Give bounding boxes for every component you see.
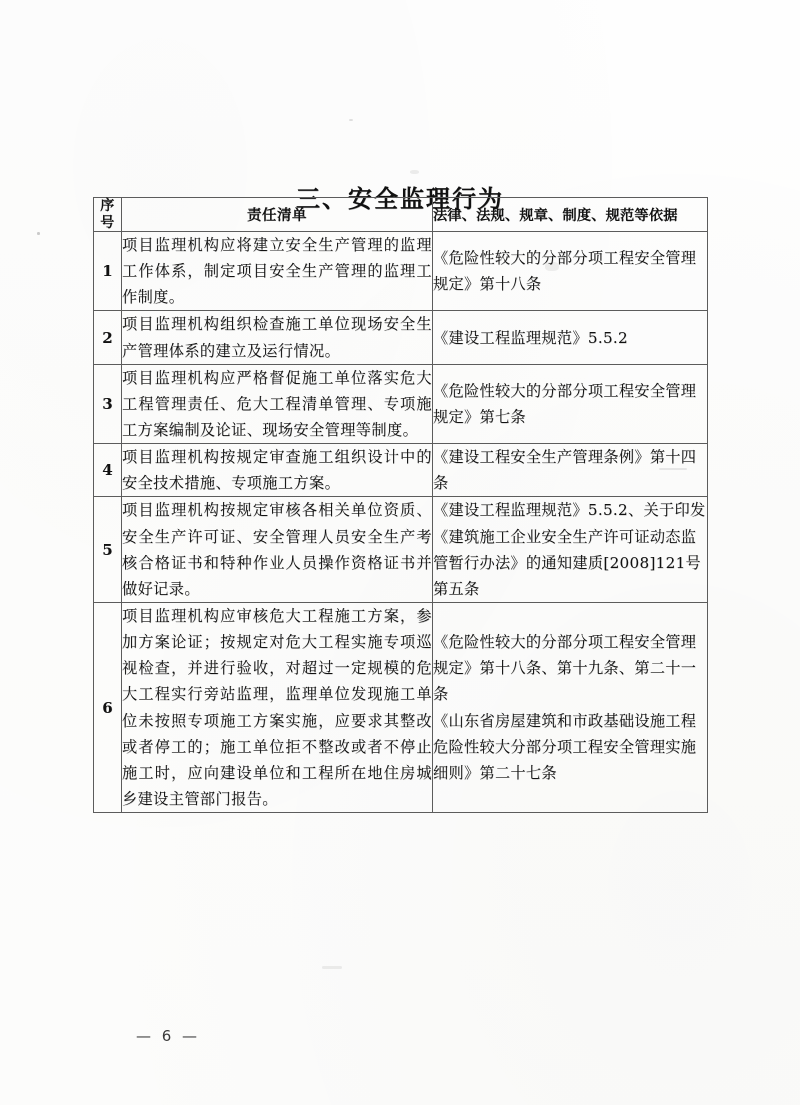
basis-paragraph: 《山东省房屋建筑和市政基础设施工程危险性较大分部分项工程安全管理实施细则》第二十七条 xyxy=(433,711,697,782)
table-row xyxy=(94,603,708,813)
column-header-index-line2: 号 xyxy=(100,214,115,231)
page-title: 三、安全监理行为 xyxy=(296,184,504,214)
row-responsibility: 项目监理机构应严格督促施工单位落实危大工程管理责任、危大工程清单管理、专项施工方案编制及论证、现场安全管理等制度。 xyxy=(122,364,433,443)
basis-paragraph: 《建设工程监理规范》5.5.2、关于印发《建筑施工企业安全生产许可证动态监管暂行办法》的通知建质[2008]121号第五条 xyxy=(433,501,706,598)
row-index: 4 xyxy=(94,444,122,497)
scan-speck xyxy=(349,119,353,121)
row-index: 3 xyxy=(94,364,122,443)
scan-speck xyxy=(322,966,342,969)
basis-paragraph: 《危险性较大的分部分项工程安全管理规定》第十八条、第十九条、第二十一条 xyxy=(433,633,697,704)
row-basis xyxy=(433,364,708,443)
row-basis xyxy=(433,603,708,813)
table-row xyxy=(94,364,708,443)
table-body xyxy=(94,232,708,813)
scan-speck xyxy=(37,232,40,235)
table-row xyxy=(94,497,708,603)
basis-paragraph: 《建设工程安全生产管理条例》第十四条 xyxy=(433,448,697,493)
row-responsibility: 项目监理机构按规定审查施工组织设计中的安全技术措施、专项施工方案。 xyxy=(122,444,433,497)
table-row xyxy=(94,444,708,497)
column-header-basis: 法律、法规、规章、制度、规范等依据 xyxy=(433,198,708,232)
row-index: 6 xyxy=(94,603,122,813)
table-header-row xyxy=(94,198,708,232)
column-header-index xyxy=(94,198,122,232)
column-header-responsibility: 责任清单 xyxy=(122,198,433,232)
row-basis xyxy=(433,444,708,497)
row-basis xyxy=(433,311,708,364)
table-row xyxy=(94,232,708,311)
row-basis xyxy=(433,497,708,603)
column-header-index-line1: 序 xyxy=(100,198,115,214)
responsibility-table xyxy=(93,197,708,813)
basis-paragraph: 《建设工程监理规范》5.5.2 xyxy=(433,328,629,347)
table-row xyxy=(94,311,708,364)
row-responsibility: 项目监理机构应审核危大工程施工方案，参加方案论证；按规定对危大工程实施专项巡视检查，并进行验收，对超过一定规模的危大工程实行旁站监理，监理单位发现施工单位未按照专项施工方案实施，应要求其整改或者停工的；施工单位拒不整改或者不停止施工时，应向建设单位和工程所在地住房城乡建设主管部门报告。 xyxy=(122,603,433,813)
row-responsibility: 项目监理机构组织检查施工单位现场安全生产管理体系的建立及运行情况。 xyxy=(122,311,433,364)
scan-speck xyxy=(410,170,419,174)
basis-paragraph: 《危险性较大的分部分项工程安全管理规定》第十八条 xyxy=(433,249,697,294)
row-responsibility: 项目监理机构应将建立安全生产管理的监理工作体系，制定项目安全生产管理的监理工作制度。 xyxy=(122,232,433,311)
row-basis xyxy=(433,232,708,311)
row-index: 2 xyxy=(94,311,122,364)
row-index: 1 xyxy=(94,232,122,311)
page-number: — 6 — xyxy=(135,1027,201,1045)
row-index: 5 xyxy=(94,497,122,603)
row-responsibility: 项目监理机构按规定审核各相关单位资质、安全生产许可证、安全管理人员安全生产考核合格证书和特种作业人员操作资格证书并做好记录。 xyxy=(122,497,433,603)
basis-paragraph: 《危险性较大的分部分项工程安全管理规定》第七条 xyxy=(433,381,697,426)
